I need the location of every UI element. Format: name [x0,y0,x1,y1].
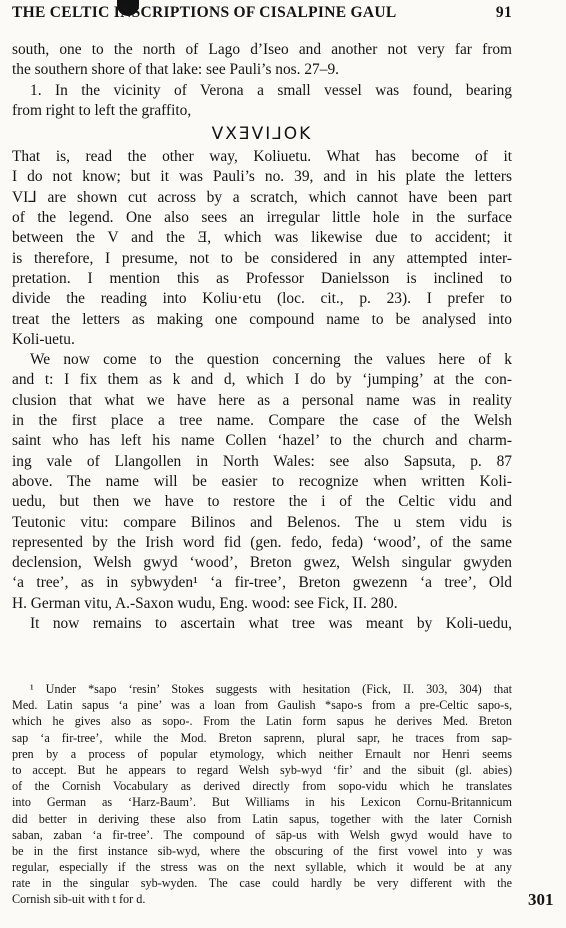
body-line: the southern shore of that lake: see Pauli’s nos. 27–9. [12,61,339,79]
body-line: pretation. I mention this as Professor Danielsson is inclined to [12,269,512,287]
body-text [12,40,512,634]
body-line: represented by the Irish word fid (gen. fedo, feda) ‘wood’, of the same [12,533,512,551]
body-line: divide the reading into Koliu·etu (loc. cit., p. 23). I prefer to [12,290,512,308]
body-line: ‘a tree’, as in sybwyden¹ ‘a fir-tree’, Breton gwezenn ‘a tree’, Old [12,574,512,592]
footnote-line: be in the first instance sib-wyd, where the obscuring of the first vowel into y was [12,843,512,858]
footnote-line: ¹ Under *sapo ‘resin’ Stokes suggests with hesitation (Fick, II. 303, 304) that [30,682,512,696]
body-line: That is, read the other way, Koliuetu. What has become of it [12,148,512,166]
footnote-line: saban, zaban ‘a fir-tree’. The compound of sāp-us with Welsh gwyd would have to [12,827,512,842]
footnote-line: Med. Latin sapus ‘a pine’ was a loan from Gaulish *sapo-s from a pre-Celtic sapo-s, [12,698,512,713]
body-line: south, one to the north of Lago d’Iseo and another not very far from [12,41,512,58]
body-line: Koli-uetu. [12,330,75,348]
footnote-line: to accept. But he appears to regard Welsh syb-wyd ‘fir’ and the sibuit (gl. abies) [12,762,512,777]
footnote-line: into German as ‘Harz-Baum’. But Williams in his Lexicon Cornu-Britannicum [12,795,512,810]
body-line: saint who has left his name Collen ‘hazel’ to the church and charm- [12,432,512,450]
footnote-line: sap ‘a fir-tree’, while the Mod. Breton saprenn, plural sapr, he traces from sap- [12,730,512,745]
running-head [12,4,512,22]
footnote-line: regular, especially if the stress was on the next syllable, which it would be at any [12,860,512,875]
running-head-page-number: 91 [495,4,512,21]
footnote-line: rate in the singular syb-wyden. The case could hardly be very different with the [12,876,512,891]
footnote [12,681,512,908]
body-line: Teutonic vitu: compare Bilinos and Belenos. The u stem vidu is [12,513,512,531]
body-line: VI⅃ are shown cut across by a scratch, which cannot have been part [12,188,512,206]
footnote-line: of the Cornish Vocabulary as derived directly from sopo-vidu which he translates [12,779,512,794]
footnote-line: did better in deriving these also from Latin sapus, together with the later Cornish [12,811,512,826]
body-line: clusion that what we have here as a personal name was in reality [12,391,512,409]
body-line: from right to left the graffito, [12,101,192,119]
body-line: and t: I fix them as k and d, which I do by ‘jumping’ at the con- [12,371,512,389]
body-line: We now come to the question concerning the values here of k [30,351,512,369]
folio-number: 301 [528,890,554,909]
footnote-line: which he gives also as sopo-. From the Latin form sapus he derives Med. Breton [12,714,512,729]
footnote-line: Cornish sib-uit with t for d. [12,892,146,907]
running-head-title: THE CELTIC INSCRIPTIONS OF CISALPINE GAUL [12,4,397,21]
footnote-line: pren by a process of popular etymology, which neither Ernault nor Henri seems [12,746,512,761]
body-line: declension, Welsh gwyd ‘wood’, Breton gwez, Welsh singular gwyden [12,554,512,572]
graffito-inscription: VXƎVI⅃OK [211,124,313,145]
body-line: of the legend. One also sees an irregular little hole in the surface [12,209,512,227]
body-line: It now remains to ascertain what tree was meant by Koli-uedu, [30,615,512,633]
body-line: above. The name will be easier to recognize when written Koli- [12,472,512,490]
body-line: between the V and the Ǝ, which was likewise due to accident; it [12,229,512,247]
body-line: 1. In the vicinity of Verona a small vessel was found, bearing [30,81,512,99]
body-line: in the first place a tree name. Compare the case of the Welsh [12,412,512,430]
body-line: is therefore, I presume, not to be considered in any attempted inter- [12,249,512,267]
body-line: uedu, but then we have to restore the i of the Celtic vidu and [12,493,512,511]
body-line: I do not know; but it was Pauli’s no. 39, and in his plate the letters [12,168,512,186]
body-line: H. German vitu, A.-Saxon wudu, Eng. wood: see Fick, II. 280. [12,594,398,612]
body-line: ing vale of Llangollen in North Wales: see also Sapsuta, p. 87 [12,452,512,470]
body-line: treat the letters as making one compound name to be analysed into [12,310,512,328]
